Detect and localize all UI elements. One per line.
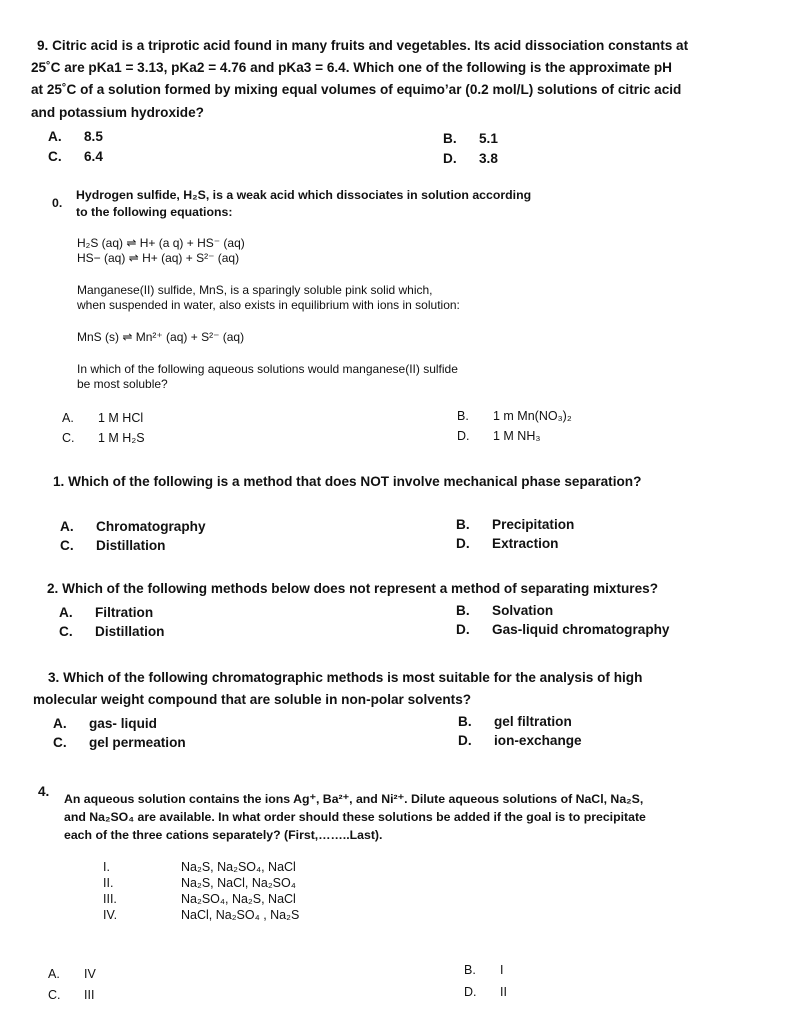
q1-option-c[interactable] [60,538,165,553]
q10-paragraph-line-2: when suspended in water, also exists in equilibrium with ions in solution: [77,298,460,312]
order-text: Na₂S, NaCl, Na₂SO₄ [181,876,296,890]
option-letter: C. [48,988,61,1002]
q10-equation-1: H₂S (aq) ⇌ H+ (a q) + HS⁻ (aq) [77,236,245,250]
q10-paragraph-line-1: Manganese(II) sulfide, MnS, is a sparingly soluble pink solid which, [77,283,433,297]
q4-number: 4. [38,784,50,799]
option-letter: A. [48,129,62,144]
option-text: Extraction [492,536,559,551]
option-letter: A. [62,411,74,425]
option-letter: C. [59,624,73,639]
option-letter: C. [53,735,67,750]
option-text: gel filtration [494,714,572,729]
option-letter: B. [443,131,457,146]
q4-stem-line-2: and Na₂SO₄ are available. In what order should these solutions be added if the goal is to precipitate [64,810,646,824]
option-text: gas- liquid [89,716,157,731]
q4-order-iii [103,892,296,906]
option-text: 1 M HCl [98,411,144,425]
option-text: 6.4 [84,149,103,164]
q1-stem: 1. Which of the following is a method that does NOT involve mechanical phase separation? [53,474,642,489]
q4-order-ii [103,876,296,890]
q9-stem-line-3: at 25˚C of a solution formed by mixing equal volumes of equimo’ar (0.2 mol/L) solutions of citric acid [31,82,682,97]
q2-option-c[interactable] [59,624,164,639]
option-text: Distillation [96,538,166,553]
order-text: NaCl, Na₂SO₄ , Na₂S [181,908,300,922]
q3-option-a[interactable] [53,716,157,731]
q3-option-d[interactable] [458,733,582,748]
q10-equation-2: HS− (aq) ⇌ H+ (aq) + S²⁻ (aq) [77,251,240,265]
q4-order-iv [103,908,299,922]
option-text: II [500,985,507,999]
option-letter: C. [62,431,75,445]
option-text: 5.1 [479,131,498,146]
q10-option-b[interactable] [457,409,572,423]
option-text: 3.8 [479,151,498,166]
q9-stem-line-1: 9. Citric acid is a triprotic acid found in many fruits and vegetables. Its acid dissociation constants at [37,38,689,53]
option-text: ion-exchange [494,733,582,748]
q10-equation-3: MnS (s) ⇌ Mn²⁺ (aq) + S²⁻ (aq) [77,330,245,344]
q3-stem-line-2: molecular weight compound that are soluble in non-polar solvents? [33,692,472,707]
order-text: Na₂S, Na₂SO₄, NaCl [181,860,296,874]
option-text: Solvation [492,603,554,618]
q2-option-d[interactable] [456,622,670,637]
q4-option-d[interactable] [464,985,507,999]
option-text: Gas-liquid chromatography [492,622,670,637]
q1-option-b[interactable] [456,517,574,532]
q4-option-a[interactable] [48,967,96,981]
q3-option-b[interactable] [458,714,572,729]
option-text: gel permeation [89,735,186,750]
q10-option-a[interactable] [62,411,143,425]
q3-option-c[interactable] [53,735,186,750]
q1-option-a[interactable] [60,519,206,534]
option-letter: B. [458,714,472,729]
order-roman: I. [103,860,110,874]
option-letter: D. [456,536,470,551]
q10-ask-line-2: be most soluble? [77,377,168,391]
option-text: Precipitation [492,517,575,532]
q4-stem-line-3: each of the three cations separately? (First,……..Last). [64,828,383,842]
order-roman: III. [103,892,117,906]
q4-option-b[interactable] [464,963,503,977]
q1-option-d[interactable] [456,536,558,551]
q4-stem-line-1: An aqueous solution contains the ions Ag⁺, Ba²⁺, and Ni²⁺. Dilute aqueous solutions of NaCl, Na₂S, [64,792,644,806]
option-text: 1 m Mn(NO₃)₂ [493,409,572,423]
q9-option-a[interactable] [48,129,103,144]
q3-stem-line-1: 3. Which of the following chromatographic methods is most suitable for the analysis of high [48,670,643,685]
option-text: IV [84,967,96,981]
q4-option-c[interactable] [48,988,94,1002]
option-letter: C. [60,538,74,553]
q9-option-b[interactable] [443,131,498,146]
order-roman: IV. [103,908,118,922]
q10-ask-line-1: In which of the following aqueous solutions would manganese(II) sulfide [77,362,458,376]
option-text: I [500,963,504,977]
q10-number: 0. [52,196,63,210]
option-letter: D. [457,429,470,443]
option-letter: D. [443,151,457,166]
option-letter: A. [53,716,67,731]
q9-stem-line-2: 25˚C are pKa1 = 3.13, pKa2 = 4.76 and pKa3 = 6.4. Which one of the following is the approximate pH [31,60,672,75]
q2-option-b[interactable] [456,603,553,618]
option-letter: C. [48,149,62,164]
option-letter: A. [60,519,74,534]
option-text: III [84,988,95,1002]
q9-option-c[interactable] [48,149,103,164]
option-letter: B. [457,409,469,423]
q2-option-a[interactable] [59,605,153,620]
q4-order-i [103,860,296,874]
option-text: 1 M H₂S [98,431,145,445]
option-letter: D. [456,622,470,637]
option-text: 8.5 [84,129,103,144]
q2-stem: 2. Which of the following methods below does not represent a method of separating mixtures? [47,581,659,596]
option-letter: A. [48,967,60,981]
option-text: Filtration [95,605,154,620]
q10-stem-line-1: Hydrogen sulfide, H₂S, is a weak acid which dissociates in solution according [76,188,532,202]
order-roman: II. [103,876,114,890]
option-text: 1 M NH₃ [493,429,541,443]
q9-option-d[interactable] [443,151,498,166]
q10-option-d[interactable] [457,429,540,443]
option-letter: D. [458,733,472,748]
option-text: Distillation [95,624,165,639]
option-text: Chromatography [96,519,206,534]
option-letter: B. [464,963,476,977]
order-text: Na₂SO₄, Na₂S, NaCl [181,892,296,906]
option-letter: B. [456,603,470,618]
option-letter: A. [59,605,73,620]
option-letter: D. [464,985,477,999]
option-letter: B. [456,517,470,532]
q10-option-c[interactable] [62,431,145,445]
q9-stem-line-4: and potassium hydroxide? [31,105,204,120]
q10-stem-line-2: to the following equations: [76,205,233,219]
